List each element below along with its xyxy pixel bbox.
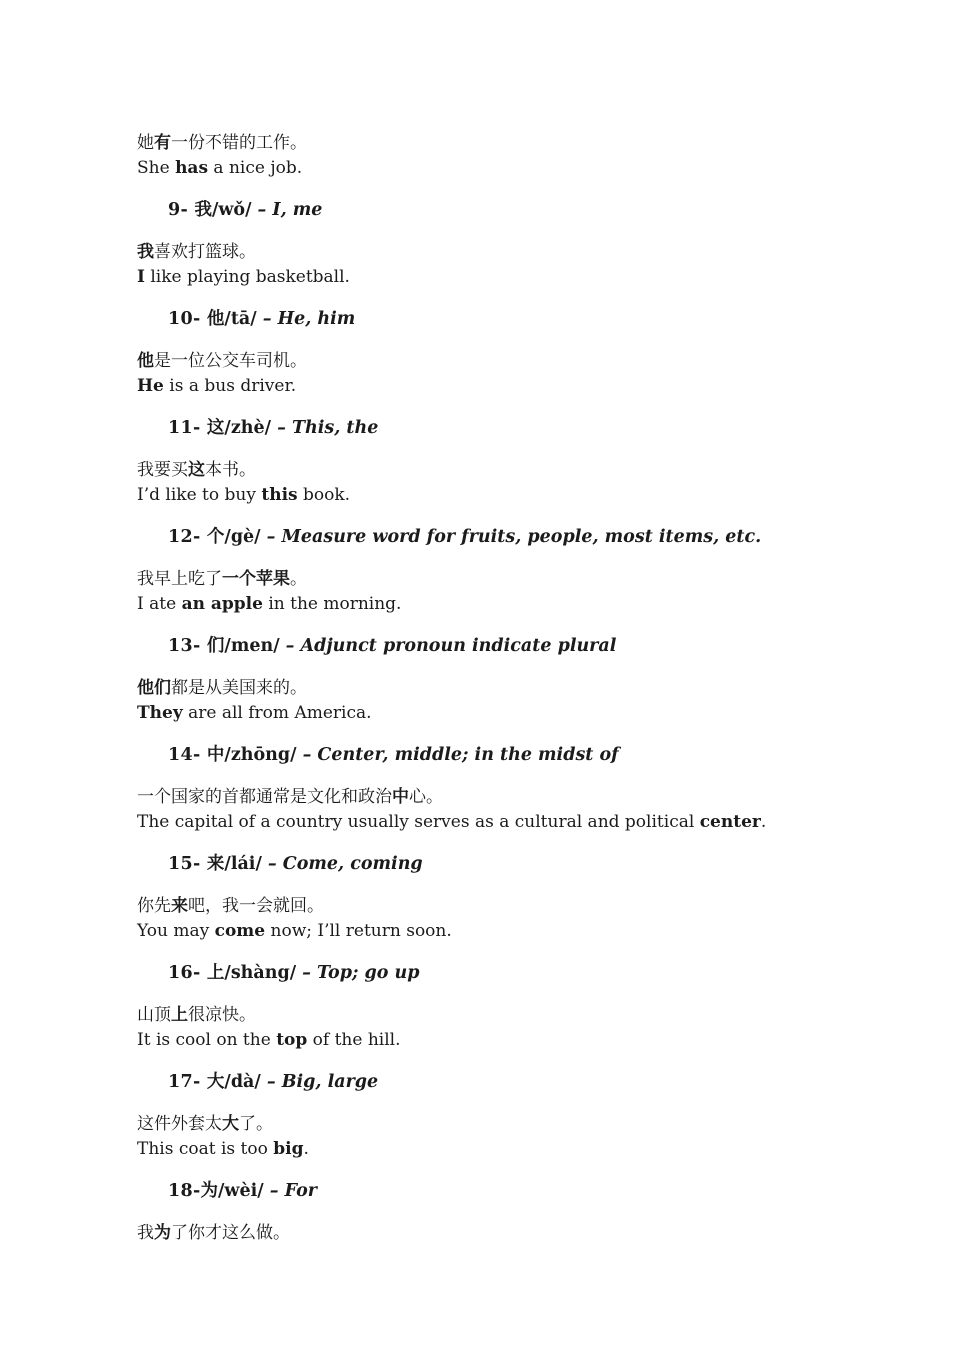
entry-heading [137,634,870,659]
vocab-entry [137,416,870,508]
text-run: 这件外套太 [137,1114,222,1134]
entry-number: 11- [168,418,207,438]
text-run: 喜欢打篮球。 [154,242,256,262]
example-zh [137,567,870,592]
entry-number: 9- [168,200,195,220]
highlight-word: 一个苹果 [222,569,290,589]
entry-number: 13- [168,636,207,656]
vocab-entry [137,1070,870,1162]
entry-meaning: – He, him [256,309,356,329]
text-run: . [303,1139,309,1159]
example-en [137,1028,870,1053]
entry-number: 17- [168,1072,207,1092]
text-run: This coat is too [137,1139,274,1159]
entry-word: 来 [206,854,225,874]
text-run: 都是从美国来的。 [171,678,307,698]
example-en [137,265,870,290]
example-zh [137,785,870,810]
entry-meaning: – Come, coming [261,854,423,874]
vocab-entry [137,743,870,835]
entry-number: 12- [168,527,207,547]
text-run: 了你才这么做。 [171,1223,290,1243]
example-zh [137,240,870,265]
entry-number: 14- [168,745,207,765]
entry-heading [137,1179,870,1204]
entry-word: 为 [200,1181,219,1201]
entry-heading [137,852,870,877]
example-zh [137,349,870,374]
entry-word: 我 [194,200,212,220]
example-en [137,1137,870,1162]
text-run: She [137,158,176,178]
intro-example-en [137,156,870,181]
text-run: I’d like to buy [137,485,262,505]
example-zh [137,1112,870,1137]
entry-word: 个 [206,527,225,547]
highlight-word: 有 [154,133,171,153]
entry-heading [137,961,870,986]
highlight-word: 他 [137,351,154,371]
highlight-word: has [175,158,209,178]
text-run: 一个国家的首都通常是文化和政治 [137,787,392,807]
vocab-entry [137,525,870,617]
highlight-word: 为 [154,1223,171,1243]
entry-meaning: – For [263,1181,317,1201]
highlight-word: this [261,485,298,505]
highlight-word: 我 [137,242,154,262]
entry-heading [137,525,870,550]
highlight-word: 他们 [137,678,171,698]
entry-meaning: – I, me [251,200,323,220]
entry-pinyin: /men/ [224,636,280,656]
highlight-word: He [137,376,164,396]
example-en [137,374,870,399]
vocab-entry [137,852,870,944]
entry-word: 们 [206,636,225,656]
text-run: now; I’ll return soon. [265,921,452,941]
entry-word: 他 [206,309,225,329]
highlight-word: 中 [392,787,409,807]
text-run: 我早上吃了 [137,569,222,589]
text-run: a nice job. [208,158,303,178]
entry-meaning: – Big, large [260,1072,379,1092]
example-en [137,483,870,508]
text-run: 。 [290,569,307,589]
entry-number: 18- [168,1181,201,1201]
vocab-entry [137,634,870,726]
entry-word: 大 [206,1072,225,1092]
highlight-word: 来 [171,896,188,916]
entry-number: 15- [168,854,207,874]
example-en [137,701,870,726]
text-run: I ate [137,594,182,614]
example-zh [137,894,870,919]
text-run: 很凉快。 [188,1005,256,1025]
entry-number: 10- [168,309,207,329]
entry-word: 上 [206,963,225,983]
entry-heading [137,307,870,332]
entry-pinyin: /tā/ [224,309,257,329]
vocab-entry [137,1179,870,1246]
text-run: 是一位公交车司机。 [154,351,307,371]
highlight-word: 这 [188,460,205,480]
text-run: . [760,812,767,832]
highlight-word: They [137,703,183,723]
entry-word: 中 [206,745,225,765]
text-run: 一份不错的工作。 [171,133,307,153]
intro-example-zh [137,131,870,156]
highlight-word: big [273,1139,304,1159]
entry-pinyin: /wèi/ [218,1181,264,1201]
text-run: You may [137,921,215,941]
text-run: like playing basketball. [144,267,350,287]
entry-meaning: – Center, middle; in the midst of [296,745,619,765]
entry-pinyin: /dà/ [224,1072,261,1092]
highlight-word: come [214,921,266,941]
text-run: are all from America. [182,703,372,723]
text-run: It is cool on the [137,1030,277,1050]
entry-pinyin: /gè/ [224,527,261,547]
entry-pinyin: /zhōng/ [224,745,297,765]
example-zh [137,1003,870,1028]
example-zh [137,458,870,483]
entry-pinyin: /lái/ [224,854,262,874]
vocab-entry [137,198,870,290]
entry-heading [137,1070,870,1095]
example-en [137,592,870,617]
text-run: of the hill. [307,1030,401,1050]
text-run: 了。 [239,1114,273,1134]
entry-heading [137,416,870,441]
vocab-entry [137,307,870,399]
highlight-word: center [699,812,761,832]
entry-heading [137,198,870,223]
highlight-word: an apple [181,594,263,614]
highlight-word: I [137,267,145,287]
text-run: 你先 [137,896,171,916]
example-zh [137,1221,870,1246]
entry-meaning: – Adjunct pronoun indicate plural [279,636,617,656]
text-run: 我要买 [137,460,188,480]
text-run: The capital of a country usually serves as a cultural and political [137,812,700,832]
entry-heading [137,743,870,768]
text-run: book. [297,485,351,505]
highlight-word: 大 [222,1114,239,1134]
vocab-entries [137,198,870,1246]
text-run: 心。 [409,787,443,807]
entry-word: 这 [206,418,225,438]
entry-meaning: – Measure word for fruits, people, most items, etc. [260,527,762,547]
text-run: 我 [137,1223,154,1243]
text-run: 山顶 [137,1005,171,1025]
text-run: in the morning. [262,594,402,614]
text-run: is a bus driver. [163,376,297,396]
text-run: 吧，我一会就回。 [188,896,324,916]
entry-meaning: – This, the [271,418,379,438]
text-run: 本书。 [205,460,256,480]
highlight-word: 上 [171,1005,188,1025]
example-en [137,810,870,835]
entry-number: 16- [168,963,207,983]
entry-pinyin: /wǒ/ [211,200,252,220]
example-zh [137,676,870,701]
example-en [137,919,870,944]
highlight-word: top [276,1030,308,1050]
entry-pinyin: /shàng/ [224,963,297,983]
vocab-entry [137,961,870,1053]
entry-pinyin: /zhè/ [224,418,272,438]
entry-meaning: – Top; go up [296,963,420,983]
text-run: 她 [137,133,154,153]
